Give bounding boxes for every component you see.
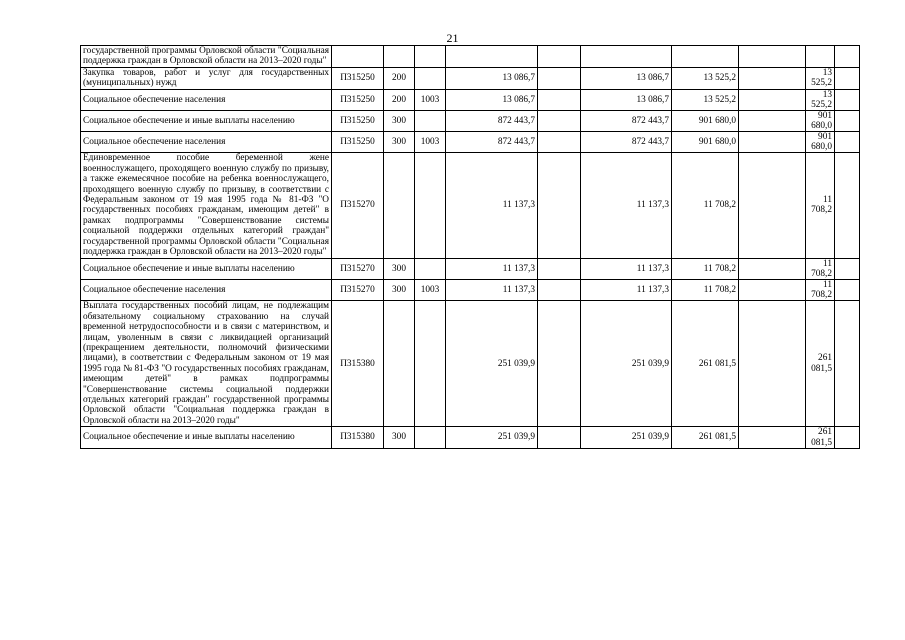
row-amount-7 bbox=[835, 258, 860, 280]
row-amount-6: 13 525,2 bbox=[806, 89, 835, 110]
row-description: Социальное обеспечение и иные выплаты населению bbox=[81, 427, 332, 449]
row-amount-7 bbox=[835, 280, 860, 301]
row-target-code: П315380 bbox=[332, 427, 384, 449]
row-amount-3: 13 086,7 bbox=[581, 67, 672, 89]
row-amount-1: 251 039,9 bbox=[446, 301, 538, 427]
row-amount-2 bbox=[538, 153, 581, 258]
row-amount-4: 261 081,5 bbox=[672, 427, 739, 449]
row-amount-1: 872 443,7 bbox=[446, 110, 538, 132]
row-amount-6: 11 708,2 bbox=[806, 280, 835, 301]
row-amount-7 bbox=[835, 110, 860, 132]
row-expense-type bbox=[384, 153, 415, 258]
row-expense-type: 300 bbox=[384, 258, 415, 280]
row-expense-type bbox=[384, 46, 415, 68]
row-amount-1 bbox=[446, 46, 538, 68]
row-amount-6 bbox=[806, 46, 835, 68]
row-amount-7 bbox=[835, 427, 860, 449]
row-description: Социальное обеспечение и иные выплаты населению bbox=[81, 258, 332, 280]
row-amount-7 bbox=[835, 46, 860, 68]
row-amount-5 bbox=[739, 427, 806, 449]
row-target-code: П315250 bbox=[332, 132, 384, 153]
row-subsection bbox=[415, 46, 446, 68]
row-amount-2 bbox=[538, 301, 581, 427]
row-amount-1: 11 137,3 bbox=[446, 280, 538, 301]
row-amount-6: 901 680,0 bbox=[806, 132, 835, 153]
row-amount-4 bbox=[672, 46, 739, 68]
row-expense-type: 200 bbox=[384, 89, 415, 110]
row-amount-1: 872 443,7 bbox=[446, 132, 538, 153]
row-target-code: П315250 bbox=[332, 67, 384, 89]
row-target-code: П315250 bbox=[332, 110, 384, 132]
row-amount-2 bbox=[538, 258, 581, 280]
row-target-code: П315270 bbox=[332, 153, 384, 258]
row-expense-type: 300 bbox=[384, 110, 415, 132]
row-amount-3: 872 443,7 bbox=[581, 132, 672, 153]
row-description: Социальное обеспечение населения bbox=[81, 280, 332, 301]
row-amount-1: 11 137,3 bbox=[446, 258, 538, 280]
row-description: Единовременное пособие беременной жене военнослужащего, проходящего военную службу по призыву, а также ежемесячное пособие на ребенка военнослужащего, проходящего военную службу по призыву, в соответствии с Федеральным законом от 19 мая 1995 года № 81-ФЗ "О государственных пособиях гражданам, имеющим детей" в рамках подпрограммы "Совершенствование системы социальной поддержки отдельных категорий граждан" государственной программы Орловской области "Социальная поддержка граждан в Орловской области на 2013–2020 годы" bbox=[81, 153, 332, 258]
row-amount-5 bbox=[739, 89, 806, 110]
row-expense-type: 300 bbox=[384, 427, 415, 449]
row-subsection: 1003 bbox=[415, 280, 446, 301]
table-row bbox=[81, 46, 860, 68]
row-amount-6: 11 708,2 bbox=[806, 153, 835, 258]
row-amount-5 bbox=[739, 46, 806, 68]
row-amount-4: 13 525,2 bbox=[672, 89, 739, 110]
row-expense-type: 300 bbox=[384, 132, 415, 153]
row-amount-6: 901 680,0 bbox=[806, 110, 835, 132]
row-amount-1: 11 137,3 bbox=[446, 153, 538, 258]
row-amount-7 bbox=[835, 89, 860, 110]
row-subsection bbox=[415, 427, 446, 449]
row-amount-6: 11 708,2 bbox=[806, 258, 835, 280]
table-row bbox=[81, 89, 860, 110]
row-target-code bbox=[332, 46, 384, 68]
row-subsection bbox=[415, 301, 446, 427]
row-amount-3: 11 137,3 bbox=[581, 280, 672, 301]
row-amount-6: 13 525,2 bbox=[806, 67, 835, 89]
row-target-code: П315270 bbox=[332, 280, 384, 301]
row-description: Закупка товаров, работ и услуг для государственных (муниципальных) нужд bbox=[81, 67, 332, 89]
row-expense-type: 200 bbox=[384, 67, 415, 89]
row-amount-2 bbox=[538, 280, 581, 301]
row-subsection: 1003 bbox=[415, 132, 446, 153]
row-amount-7 bbox=[835, 301, 860, 427]
row-amount-5 bbox=[739, 132, 806, 153]
row-target-code: П315380 bbox=[332, 301, 384, 427]
table-row bbox=[81, 427, 860, 449]
row-amount-3: 13 086,7 bbox=[581, 89, 672, 110]
table-row bbox=[81, 110, 860, 132]
row-amount-7 bbox=[835, 153, 860, 258]
row-description: Выплата государственных пособий лицам, не подлежащим обязательному социальному страхованию на случай временной нетрудоспособности и в связи с материнством, и лицам, уволенным в связи с ликвидацией организаций (прекращением деятельности, полномочий физическими лицами), в соответствии с Федеральным законом от 19 мая 1995 года № 81-ФЗ "О государственных пособиях гражданам, имеющим детей" в рамках подпрограммы "Совершенствование системы социальной поддержки отдельных категорий граждан" государственной программы Орловской области "Социальная поддержка граждан в Орловской области на 2013–2020 годы" bbox=[81, 301, 332, 427]
row-amount-1: 13 086,7 bbox=[446, 67, 538, 89]
row-amount-2 bbox=[538, 132, 581, 153]
row-amount-4: 11 708,2 bbox=[672, 258, 739, 280]
row-amount-6: 261 081,5 bbox=[806, 427, 835, 449]
row-amount-1: 251 039,9 bbox=[446, 427, 538, 449]
row-subsection bbox=[415, 258, 446, 280]
row-amount-3 bbox=[581, 46, 672, 68]
table-row bbox=[81, 280, 860, 301]
row-expense-type bbox=[384, 301, 415, 427]
row-amount-4: 11 708,2 bbox=[672, 280, 739, 301]
row-amount-4: 13 525,2 bbox=[672, 67, 739, 89]
row-amount-5 bbox=[739, 153, 806, 258]
row-target-code: П315270 bbox=[332, 258, 384, 280]
row-subsection bbox=[415, 153, 446, 258]
row-amount-3: 251 039,9 bbox=[581, 301, 672, 427]
row-expense-type: 300 bbox=[384, 280, 415, 301]
table-row bbox=[81, 153, 860, 258]
table-row bbox=[81, 301, 860, 427]
table-row bbox=[81, 67, 860, 89]
row-amount-7 bbox=[835, 132, 860, 153]
row-description: Социальное обеспечение населения bbox=[81, 132, 332, 153]
row-amount-2 bbox=[538, 46, 581, 68]
row-amount-3: 11 137,3 bbox=[581, 258, 672, 280]
row-amount-3: 11 137,3 bbox=[581, 153, 672, 258]
row-subsection bbox=[415, 67, 446, 89]
row-amount-3: 251 039,9 bbox=[581, 427, 672, 449]
row-amount-4: 11 708,2 bbox=[672, 153, 739, 258]
row-amount-3: 872 443,7 bbox=[581, 110, 672, 132]
row-amount-5 bbox=[739, 258, 806, 280]
row-amount-5 bbox=[739, 301, 806, 427]
table-row bbox=[81, 258, 860, 280]
row-amount-2 bbox=[538, 110, 581, 132]
row-amount-4: 261 081,5 bbox=[672, 301, 739, 427]
page-number: 21 bbox=[446, 31, 459, 45]
row-description: государственной программы Орловской области "Социальная поддержка граждан в Орловской области на 2013–2020 годы" bbox=[81, 46, 332, 68]
row-amount-4: 901 680,0 bbox=[672, 132, 739, 153]
row-amount-1: 13 086,7 bbox=[446, 89, 538, 110]
row-description: Социальное обеспечение населения bbox=[81, 89, 332, 110]
row-amount-4: 901 680,0 bbox=[672, 110, 739, 132]
row-amount-2 bbox=[538, 427, 581, 449]
table-row bbox=[81, 132, 860, 153]
row-amount-2 bbox=[538, 89, 581, 110]
row-amount-5 bbox=[739, 67, 806, 89]
budget-table bbox=[80, 45, 860, 449]
row-amount-6: 261 081,5 bbox=[806, 301, 835, 427]
row-description: Социальное обеспечение и иные выплаты населению bbox=[81, 110, 332, 132]
row-amount-5 bbox=[739, 110, 806, 132]
row-target-code: П315250 bbox=[332, 89, 384, 110]
row-subsection bbox=[415, 110, 446, 132]
table-body bbox=[81, 46, 860, 449]
row-amount-5 bbox=[739, 280, 806, 301]
row-amount-2 bbox=[538, 67, 581, 89]
row-amount-7 bbox=[835, 67, 860, 89]
row-subsection: 1003 bbox=[415, 89, 446, 110]
